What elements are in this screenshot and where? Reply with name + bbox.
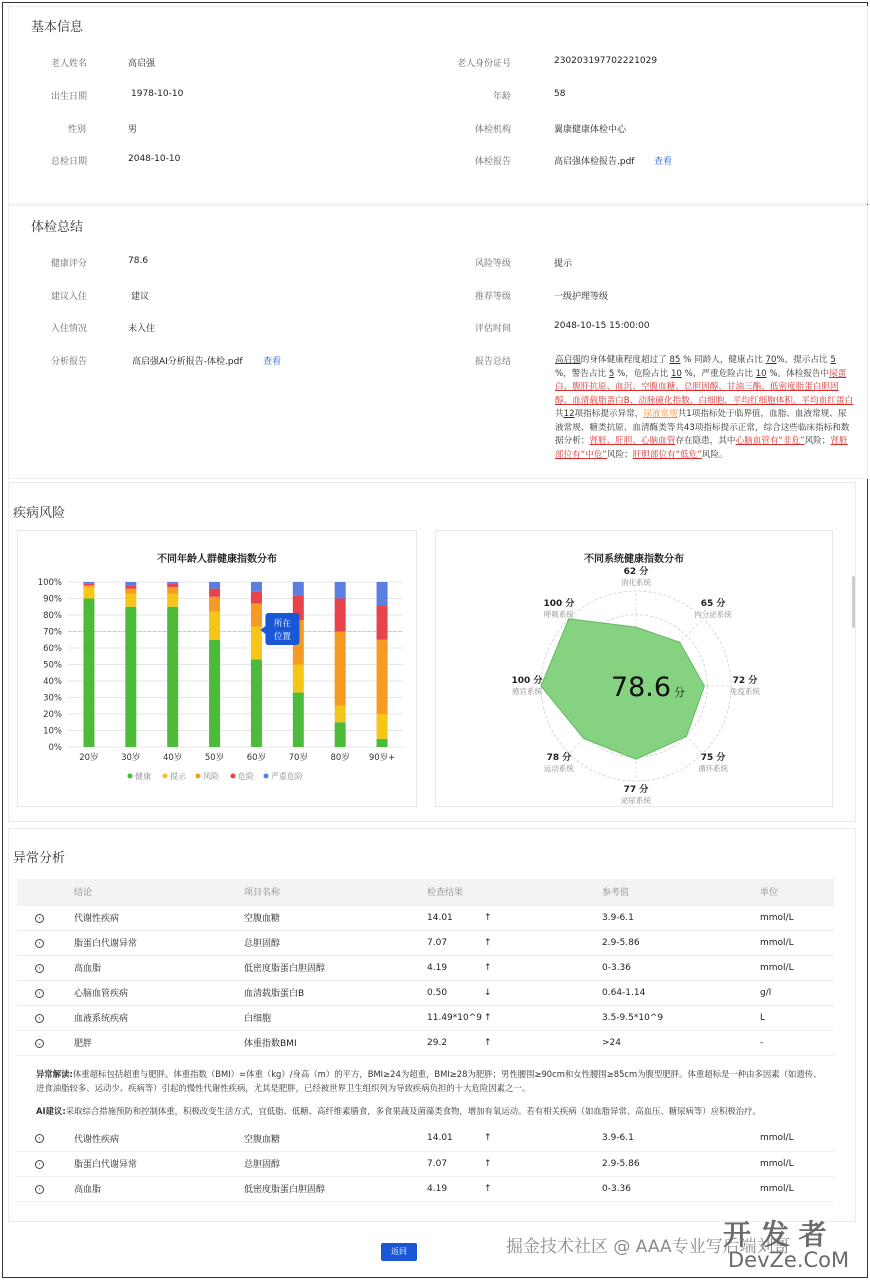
- item-cell: 低密度脂蛋白胆固醇: [244, 955, 427, 980]
- table-row[interactable]: [17, 980, 834, 1005]
- chevron-right-icon[interactable]: ›: [35, 939, 44, 948]
- stay-value: 未入住: [128, 324, 156, 334]
- org-label: 体检机构: [474, 125, 511, 135]
- col-conclusion: 结论: [74, 879, 244, 905]
- radar-axis-label: 泌尿系统: [621, 796, 651, 805]
- legend-marker: [128, 774, 133, 779]
- chevron-right-icon[interactable]: ›: [35, 964, 44, 973]
- conclusion-cell: 代谢性疾病: [74, 1126, 244, 1151]
- conclusion-text: 高启强的身体健康程度超过了 85 % 同龄人，健康占比 70%，提示占比 5 %，警告占比 5 %，危险占比 10 %，严重危险占比 10 %。体检报告中尿蛋白、腹肝抗原、血沉、空腹血糖、总胆固醇、甘油三酯、低密度脂蛋白胆固醇、血清载脂蛋白B、动脉硬化指数、白细胞、平均红细胞体积、平均血红蛋白共12项指标提示异常，尿液常规共1项指标处于临界值，血脂、血液常规、尿液常规、糖类抗原、血清酶类等共43项指标提示正常，综合这些临床指标和数据分析：肾脏、肝胆、心脑血管存在隐患，其中心脑血管有“非危”风险；肾脏部位有“中危”风险；肝胆部位有“低危”风险。: [555, 355, 854, 460]
- bar-segment: [251, 582, 262, 592]
- id-value: 230203197702221029: [554, 56, 658, 66]
- bar-segment: [209, 640, 220, 747]
- result-value: 14.01: [427, 1133, 453, 1144]
- conclusion-cell: 脂蛋白代谢异常: [74, 930, 244, 955]
- unit-cell: mmol/L: [760, 1176, 834, 1201]
- birth-label: 出生日期: [50, 92, 87, 102]
- y-tick-label: 70%: [43, 627, 62, 638]
- expand-toggle-icon[interactable]: [17, 980, 74, 1005]
- result-cell: [427, 1126, 602, 1151]
- abnormal-table-2: [17, 1126, 834, 1202]
- bar-segment: [335, 722, 346, 747]
- age-chart-box: [17, 530, 417, 807]
- unit-cell: mmol/L: [760, 930, 834, 955]
- bar-segment: [167, 584, 178, 587]
- suggest-value: 建议: [131, 292, 150, 302]
- unit-cell: g/l: [760, 980, 834, 1005]
- result-cell: [427, 1176, 602, 1201]
- suggest-label: 建议入住: [50, 292, 87, 302]
- result-value: 7.07: [427, 1158, 448, 1169]
- result-value: 4.19: [427, 1183, 448, 1194]
- rec-value: 一级护理等级: [554, 292, 609, 302]
- conclusion-cell: 心脑血管疾病: [74, 980, 244, 1005]
- y-tick-label: 40%: [43, 677, 62, 687]
- legend-marker: [231, 774, 236, 779]
- item-cell: 总胆固醇: [244, 930, 427, 955]
- unit-cell: mmol/L: [760, 905, 834, 930]
- risk-level-value: 提示: [554, 259, 573, 269]
- col-ref: 参考值: [602, 879, 760, 905]
- ai-suggestion: AI建议:采取综合措施预防和控制体重，积极改变生活方式，宜低脂、低糖、高纤维素膳食，多食果蔬及菌藻类食物，增加有氧运动。若有相关疾病（如血脂异常、高血压、糖尿病等）应积极治疗。: [36, 1106, 761, 1116]
- conclusion-cell: 肥胖: [74, 1030, 244, 1055]
- x-tick-label: 60岁: [246, 753, 267, 763]
- watermark-text: 掘金技术社区 @ AAA专业写后端刘哥: [506, 1237, 791, 1257]
- unit-cell: mmol/L: [760, 1126, 834, 1151]
- table-row[interactable]: [17, 1030, 834, 1055]
- y-tick-label: 50%: [43, 660, 62, 671]
- bar-segment: [377, 582, 388, 605]
- table-row[interactable]: [17, 1126, 834, 1151]
- position-marker-text: 所在: [273, 619, 291, 629]
- legend-label: 健康: [135, 772, 151, 781]
- reference-cell: 3.9-6.1: [602, 1126, 760, 1151]
- x-tick-label: 40岁: [163, 753, 183, 763]
- chevron-right-icon[interactable]: ›: [35, 1185, 44, 1194]
- reference-cell: 0-3.36: [602, 1176, 760, 1201]
- bar-segment: [125, 589, 136, 594]
- bar-segment: [377, 640, 388, 714]
- bar-segment: [125, 582, 136, 585]
- abnormal-title: 异常分析: [13, 851, 66, 866]
- result-value: 29.2: [427, 1037, 448, 1048]
- item-cell: 总胆固醇: [244, 1151, 427, 1176]
- conclusion-cell: 血液系统疾病: [74, 1005, 244, 1030]
- x-tick-label: 70岁: [288, 753, 308, 763]
- bar-segment: [83, 582, 94, 584]
- arrow-up-icon: ↑: [484, 1012, 492, 1023]
- col-unit: 单位: [760, 879, 834, 905]
- item-cell: 低密度脂蛋白胆固醇: [244, 1176, 427, 1201]
- item-cell: 空腹血糖: [244, 905, 427, 930]
- arrow-up-icon: ↑: [484, 937, 492, 948]
- basic-info-card: [9, 7, 867, 203]
- org-value: 翼康健康体检中心: [554, 125, 627, 135]
- y-tick-label: 100%: [37, 578, 62, 588]
- expand-toggle-icon[interactable]: [17, 905, 74, 930]
- result-cell: [427, 980, 602, 1005]
- position-marker-text: 位置: [273, 632, 291, 642]
- report-file[interactable]: 高启强体检报告.pdf: [554, 157, 635, 167]
- radar-axis-label: 内分泌系统: [694, 609, 732, 619]
- risk-title: 疾病风险: [13, 506, 66, 521]
- age-label: 年龄: [492, 92, 511, 102]
- bar-segment: [83, 584, 94, 586]
- table-row[interactable]: [17, 1005, 834, 1030]
- bar-segment: [209, 582, 220, 589]
- x-tick-label: 20岁: [79, 753, 99, 763]
- page-frame: [2, 2, 868, 1278]
- reference-cell: 3.5-9.5*10^9: [602, 1005, 760, 1030]
- unit-cell: mmol/L: [760, 955, 834, 980]
- unit-cell: L: [760, 1005, 834, 1030]
- analysis-view-link[interactable]: 查看: [263, 357, 282, 367]
- radar-center-value: 78.6: [610, 672, 672, 703]
- result-value: 11.49*10^9: [427, 1012, 482, 1023]
- summary-title: 体检总结: [31, 220, 84, 235]
- y-tick-label: 90%: [43, 594, 62, 605]
- birth-value: 1978-10-10: [131, 89, 184, 99]
- table-row[interactable]: [17, 1151, 834, 1176]
- arrow-up-icon: ↑: [484, 912, 492, 923]
- y-tick-label: 30%: [43, 693, 62, 704]
- chevron-down-icon[interactable]: ⌄: [36, 1039, 43, 1047]
- radar-value-label: 75 分: [700, 753, 726, 764]
- item-cell: 白细胞: [244, 1005, 427, 1030]
- conclusion-cell: 高血脂: [74, 955, 244, 980]
- age-value: 58: [554, 89, 566, 99]
- watermark-site: DevZe.CoM: [728, 1248, 850, 1272]
- result-value: 7.07: [427, 937, 448, 948]
- arrow-up-icon: ↑: [484, 1158, 492, 1169]
- chevron-right-icon[interactable]: ›: [35, 989, 44, 998]
- table-row[interactable]: [17, 1176, 834, 1201]
- chevron-right-icon[interactable]: ›: [35, 914, 44, 923]
- y-tick-label: 60%: [43, 644, 62, 654]
- reference-cell: 3.9-6.1: [602, 905, 760, 930]
- reference-cell: 2.9-5.86: [602, 1151, 760, 1176]
- table-row[interactable]: [17, 930, 834, 955]
- radar-value-label: 78 分: [546, 753, 572, 764]
- radar-axis-label: 运动系统: [543, 764, 574, 774]
- system-chart-title: 不同系统健康指数分布: [584, 554, 684, 565]
- legend-label: 提示: [170, 772, 186, 781]
- analysis-label: 分析报告: [50, 357, 87, 367]
- radar-axis-label: 消化系统: [621, 578, 651, 587]
- arrow-up-icon: ↑: [484, 962, 492, 973]
- basic-info-title: 基本信息: [31, 20, 84, 35]
- expand-toggle-icon[interactable]: [17, 955, 74, 980]
- radar-value-label: 100 分: [511, 676, 543, 686]
- bar-segment: [125, 585, 136, 588]
- time-value: 2048-10-15 15:00:00: [554, 321, 650, 331]
- legend-marker: [163, 774, 168, 779]
- arrow-down-icon: ↓: [484, 987, 492, 998]
- reference-cell: >24: [602, 1030, 760, 1055]
- bar-segment: [209, 612, 220, 640]
- x-tick-label: 80岁: [330, 753, 350, 763]
- result-cell: [427, 1030, 602, 1055]
- bar-segment: [293, 665, 304, 693]
- bar-segment: [209, 597, 220, 612]
- bar-segment: [251, 603, 262, 626]
- chevron-right-icon[interactable]: ›: [35, 1160, 44, 1169]
- arrow-up-icon: ↑: [484, 1037, 492, 1048]
- time-label: 评估时间: [474, 324, 511, 334]
- unit-cell: mmol/L: [760, 1151, 834, 1176]
- expand-toggle-icon[interactable]: [17, 930, 74, 955]
- age-chart-title: 不同年龄人群健康指数分布: [157, 554, 277, 565]
- reference-cell: 0.64-1.14: [602, 980, 760, 1005]
- bar-segment: [377, 739, 388, 747]
- risk-level-label: 风险等级: [474, 259, 511, 269]
- y-tick-label: 80%: [43, 611, 62, 621]
- legend-marker: [196, 774, 201, 779]
- report-view-link[interactable]: 查看: [654, 157, 673, 167]
- radar-axis-label: 循环系统: [698, 764, 729, 774]
- legend-label: 严重危险: [271, 772, 303, 781]
- expand-toggle-icon[interactable]: [17, 1005, 74, 1030]
- bar-segment: [167, 594, 178, 607]
- result-cell: [427, 955, 602, 980]
- result-cell: [427, 930, 602, 955]
- name-value: 高启强: [128, 59, 156, 69]
- watermark-brand: 开 发 者: [723, 1218, 827, 1251]
- result-cell: [427, 905, 602, 930]
- item-cell: 空腹血糖: [244, 1126, 427, 1151]
- date-value: 2048-10-10: [128, 154, 181, 164]
- report-label: 体检报告: [474, 157, 511, 167]
- conclusion-cell: 脂蛋白代谢异常: [74, 1151, 244, 1176]
- chevron-right-icon[interactable]: ›: [35, 1014, 44, 1023]
- radar-value-label: 77 分: [623, 785, 649, 795]
- bar-segment: [83, 599, 94, 748]
- result-cell: [427, 1005, 602, 1030]
- bar-segment: [251, 660, 262, 747]
- item-cell: 体重指数BMI: [244, 1030, 427, 1055]
- age-bar-chart: [18, 531, 418, 808]
- date-label: 总检日期: [50, 157, 87, 167]
- bar-segment: [335, 632, 346, 706]
- radar-value-label: 62 分: [623, 567, 649, 577]
- col-result: 检查结果: [427, 879, 602, 905]
- result-value: 4.19: [427, 962, 448, 973]
- system-chart-box: [435, 530, 833, 807]
- expand-toggle-icon[interactable]: [17, 1030, 74, 1055]
- bar-segment: [125, 594, 136, 607]
- reference-cell: 2.9-5.86: [602, 930, 760, 955]
- expand-toggle-icon[interactable]: [17, 1151, 74, 1176]
- name-label: 老人姓名: [50, 59, 87, 69]
- x-tick-label: 90岁+: [368, 753, 396, 763]
- expand-toggle-icon[interactable]: [17, 1176, 74, 1201]
- item-cell: 血清载脂蛋白B: [244, 980, 427, 1005]
- radar-value-label: 72 分: [732, 676, 758, 686]
- abnormal-explain: 异常解读:体重超标包括超重与肥胖。体重指数（BMI）=体重（kg）/身高（m）的平方，BMI≥24为超重，BMI≥28为肥胖；男性腰围≥90cm和女性腰围≥85cm为腹型肥胖。体重超标是一种由多因素（如遗传、进食油脂较多、运动少、疾病等）引起的慢性代谢性疾病，尤其是肥胖，已经被世界卫生组织列为导致疾病负担的十大危险因素之一。: [36, 1069, 822, 1093]
- bar-segment: [83, 585, 94, 587]
- bar-segment: [167, 607, 178, 747]
- bar-segment: [251, 592, 262, 604]
- legend-label: 危险: [238, 772, 254, 781]
- x-tick-label: 50岁: [204, 753, 225, 763]
- bar-segment: [335, 599, 346, 632]
- table-row[interactable]: [17, 955, 834, 980]
- radar-center-unit: 分: [674, 686, 685, 699]
- legend-label: 风险: [203, 772, 219, 781]
- y-tick-label: 10%: [43, 726, 62, 737]
- conclusion-cell: 高血脂: [74, 1176, 244, 1201]
- conclusion-label: 报告总结: [474, 357, 511, 367]
- bar-segment: [377, 605, 388, 640]
- result-value: 14.01: [427, 912, 453, 923]
- arrow-up-icon: ↑: [484, 1133, 492, 1144]
- x-tick-label: 30岁: [121, 753, 141, 763]
- radar-value-label: 65 分: [700, 598, 726, 609]
- unit-cell: -: [760, 1030, 834, 1055]
- conclusion-cell: 代谢性疾病: [74, 905, 244, 930]
- radar-axis-label: 呼吸系统: [543, 609, 574, 619]
- bar-segment: [209, 589, 220, 597]
- table-header: [17, 879, 834, 905]
- reference-cell: 0-3.36: [602, 955, 760, 980]
- y-tick-label: 0%: [48, 743, 62, 753]
- radar-value-label: 100 分: [543, 598, 575, 609]
- bar-segment: [377, 714, 388, 739]
- chevron-right-icon[interactable]: ›: [35, 1134, 44, 1143]
- bar-segment: [167, 587, 178, 594]
- bar-segment: [167, 582, 178, 584]
- bar-segment: [251, 627, 262, 660]
- bar-segment: [335, 706, 346, 723]
- arrow-up-icon: ↑: [484, 1183, 492, 1194]
- gender-label: 性别: [68, 125, 87, 135]
- score-label: 健康评分: [50, 259, 87, 269]
- radar-axis-label: 免疫系统: [730, 687, 760, 696]
- legend-marker: [264, 774, 269, 779]
- stay-label: 入住情况: [50, 324, 87, 334]
- y-tick-label: 20%: [43, 710, 62, 720]
- id-label: 老人身份证号: [456, 59, 511, 69]
- rec-label: 推荐等级: [474, 292, 511, 302]
- back-button[interactable]: 返回: [381, 1243, 417, 1261]
- bar-segment: [83, 587, 94, 599]
- bar-segment: [293, 693, 304, 747]
- gender-value: 男: [128, 125, 138, 135]
- bar-segment: [335, 582, 346, 599]
- radar-axis-label: 感官系统: [512, 687, 542, 696]
- chart-scrollbar[interactable]: [852, 576, 855, 628]
- bar-segment: [125, 607, 136, 747]
- result-value: 0.50: [427, 987, 448, 998]
- table-row[interactable]: [17, 905, 834, 930]
- col-item: 项目名称: [244, 879, 427, 905]
- result-cell: [427, 1151, 602, 1176]
- abnormal-table: [17, 879, 834, 1056]
- system-radar-chart: [436, 531, 834, 808]
- expand-toggle-icon[interactable]: [17, 1126, 74, 1151]
- score-value: 78.6: [128, 256, 149, 266]
- analysis-file[interactable]: 高启强AI分析报告-体检.pdf: [132, 357, 243, 367]
- bar-segment: [293, 582, 304, 595]
